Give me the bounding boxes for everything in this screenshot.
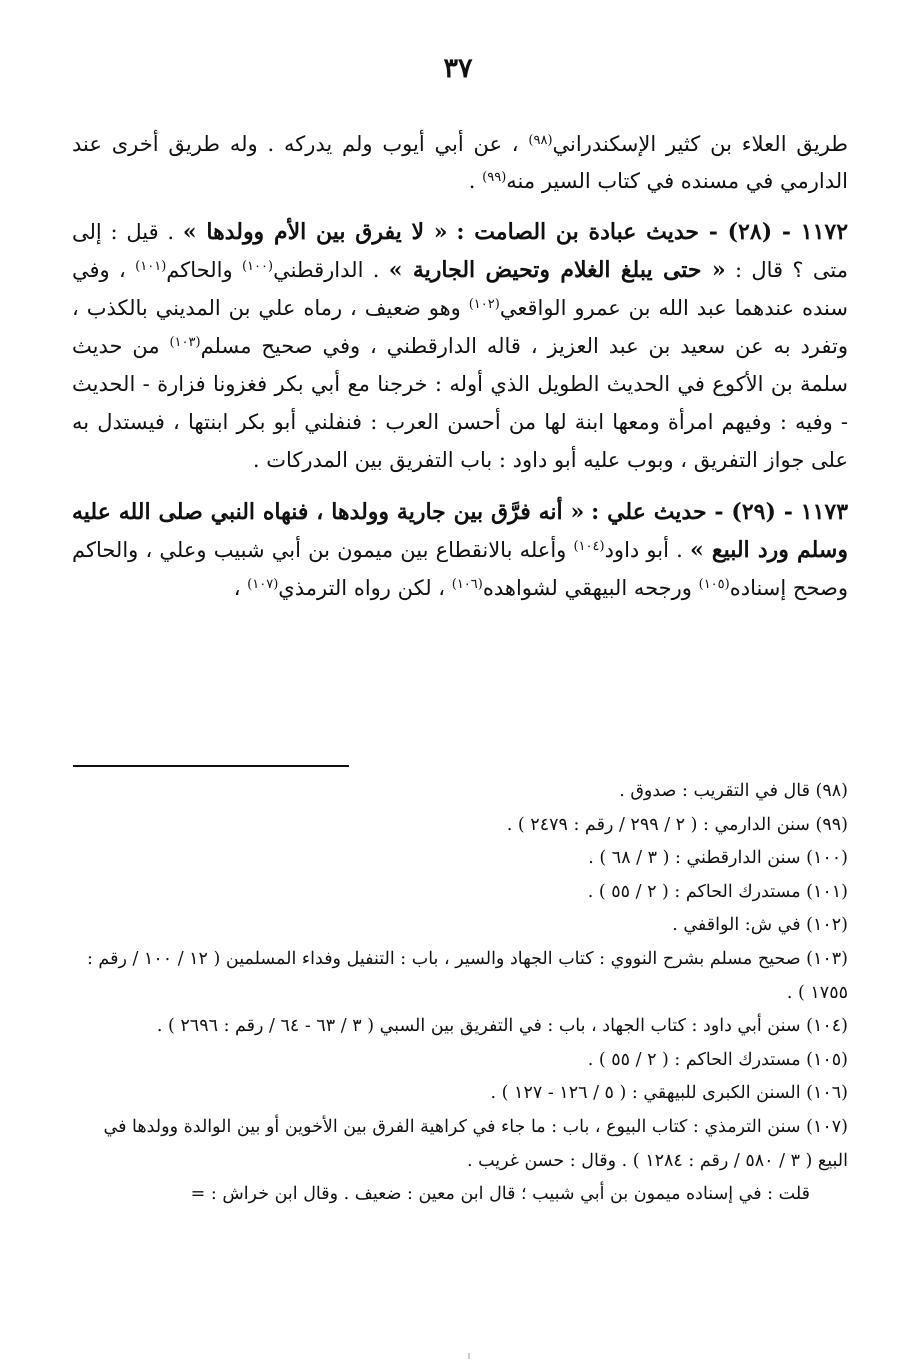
- footnote-ref-100[interactable]: (١٠٠): [241, 259, 274, 275]
- text-run: ،: [233, 576, 241, 601]
- hadith-heading: ١١٧٣ - (٢٩) - حديث علي :: [591, 499, 849, 526]
- footnotes: [72, 775, 848, 1212]
- footnote-98: (٩٨) قال في التقريب : صدوق .: [619, 781, 848, 801]
- main-text: [72, 126, 848, 607]
- page-number: ٣٧: [443, 53, 473, 84]
- footnote-continuation: قلت : في إسناده ميمون بن أبي شبيب ؛ قال ابن معين : ضعيف . وقال ابن خراش : =: [190, 1184, 810, 1205]
- hadith-heading: ١١٧٢ - (٢٨) - حديث عبادة بن الصامت :: [456, 219, 849, 246]
- footnote-104: (١٠٤) سنن أبي داود : كتاب الجهاد ، باب : في التفريق بين السبي ( ٣ / ٦٣ - ٦٤ / رقم : ٢٦٩٦ ) .: [156, 1016, 848, 1037]
- footnote-ref-99[interactable]: (٩٩): [482, 169, 507, 185]
- footnote-ref-105[interactable]: (١٠٥): [698, 577, 730, 593]
- text-run: ، لكن رواه الترمذي: [278, 576, 446, 601]
- text-run: . أبو داود: [604, 538, 683, 563]
- footnote-100: (١٠٠) سنن الدارقطني : ( ٣ / ٦٨ ) .: [588, 848, 848, 869]
- footnote-separator: [73, 765, 349, 767]
- text-run: . قيل : إلى متى ؟ قال :: [72, 220, 849, 283]
- hadith-quote: « لا يفرق بين الأم وولدها »: [182, 219, 448, 246]
- hadith-quote-answer: « حتى يبلغ الغلام وتحيض الجارية »: [388, 257, 726, 284]
- bottom-mark: ا: [467, 1352, 471, 1361]
- footnote-ref-98[interactable]: (٩٨): [528, 133, 553, 148]
- text-run: وهو ضعيف ، رماه علي بن المديني بالكذب ، وتفرد به عن سعيد بن عبد العزيز ، قاله الدارقطني ، وفي صحيح مسلم: [72, 296, 848, 359]
- hadith-quote: « أنه فرَّق بين جارية وولدها ، فنهاه النبي صلى الله عليه وسلم ورد البيع »: [72, 499, 848, 564]
- footnote-ref-106[interactable]: (١٠٦): [451, 577, 483, 593]
- hadith-1173: [72, 493, 848, 607]
- footnote-99: (٩٩) سنن الدارمي : ( ٢ / ٢٩٩ / رقم : ٢٤٧٩ ) .: [506, 814, 848, 835]
- text-run: .: [468, 168, 476, 193]
- text-run: والحاكم: [166, 258, 233, 283]
- paragraph-continuation: [72, 126, 848, 199]
- text-run: طريق العلاء بن كثير الإسكندراني: [552, 132, 848, 156]
- text-run: من حديث سلمة بن الأكوع في الحديث الطويل الذي أوله : خرجنا مع أبي بكر فغزونا فزارة - الحديث - وفيه : وفيهم امرأة ومعها ابنة لها من أحسن العرب : فنفلني أبو بكر ابنتها ، فيستدل به على جواز التفريق ، وبوب عليه أبو داود : باب التفريق بين المدركات .: [72, 334, 848, 473]
- footnote-102: (١٠٢) في ش: الواقفي .: [672, 915, 848, 936]
- footnote-ref-104[interactable]: (١٠٤): [573, 539, 605, 555]
- footnote-107: (١٠٧) سنن الترمذي : كتاب البيوع ، باب : ما جاء في كراهية الفرق بين الأخوين أو بين الوالدة وولدها في البيع ( ٣ / ٥٨٠ / رقم : ١٢٨٤ ) . وقال : حسن غريب .: [103, 1116, 848, 1171]
- text-run: ورجحه البيهقي لشواهده: [482, 576, 692, 601]
- footnote-105: (١٠٥) مستدرك الحاكم : ( ٢ / ٥٥ ) .: [587, 1049, 848, 1070]
- text-run: ، وفي سنده عندهما عبد الله بن عمرو الواقعي: [72, 258, 848, 321]
- footnote-ref-103[interactable]: (١٠٣): [169, 335, 201, 351]
- text-run: وأعله بالانقطاع بين ميمون بن أبي شبيب وعلي ، والحاكم وصحح إسناده: [72, 538, 848, 601]
- hadith-1172: [72, 213, 848, 479]
- footnote-101: (١٠١) مستدرك الحاكم : ( ٢ / ٥٥ ) .: [587, 881, 848, 902]
- footnote-ref-107[interactable]: (١٠٧): [247, 577, 279, 593]
- footnote-106: (١٠٦) السنن الكبرى للبيهقي : ( ٥ / ١٢٦ - ١٢٧ ) .: [490, 1083, 848, 1104]
- text-run: . الدارقطني: [273, 258, 380, 283]
- text-run: ، عن أبي أيوب ولم يدركه . وله طريق أخرى عند الدارمي في مسنده في كتاب السير منه: [72, 132, 848, 193]
- footnote-103: (١٠٣) صحيح مسلم بشرح النووي : كتاب الجهاد والسير ، باب : التنفيل وفداء المسلمين ( ١٢ / ١٠٠ / رقم : ١٧٥٥ ) .: [86, 948, 848, 1003]
- footnote-ref-102[interactable]: (١٠٢): [468, 297, 500, 313]
- footnote-ref-101[interactable]: (١٠١): [135, 259, 167, 275]
